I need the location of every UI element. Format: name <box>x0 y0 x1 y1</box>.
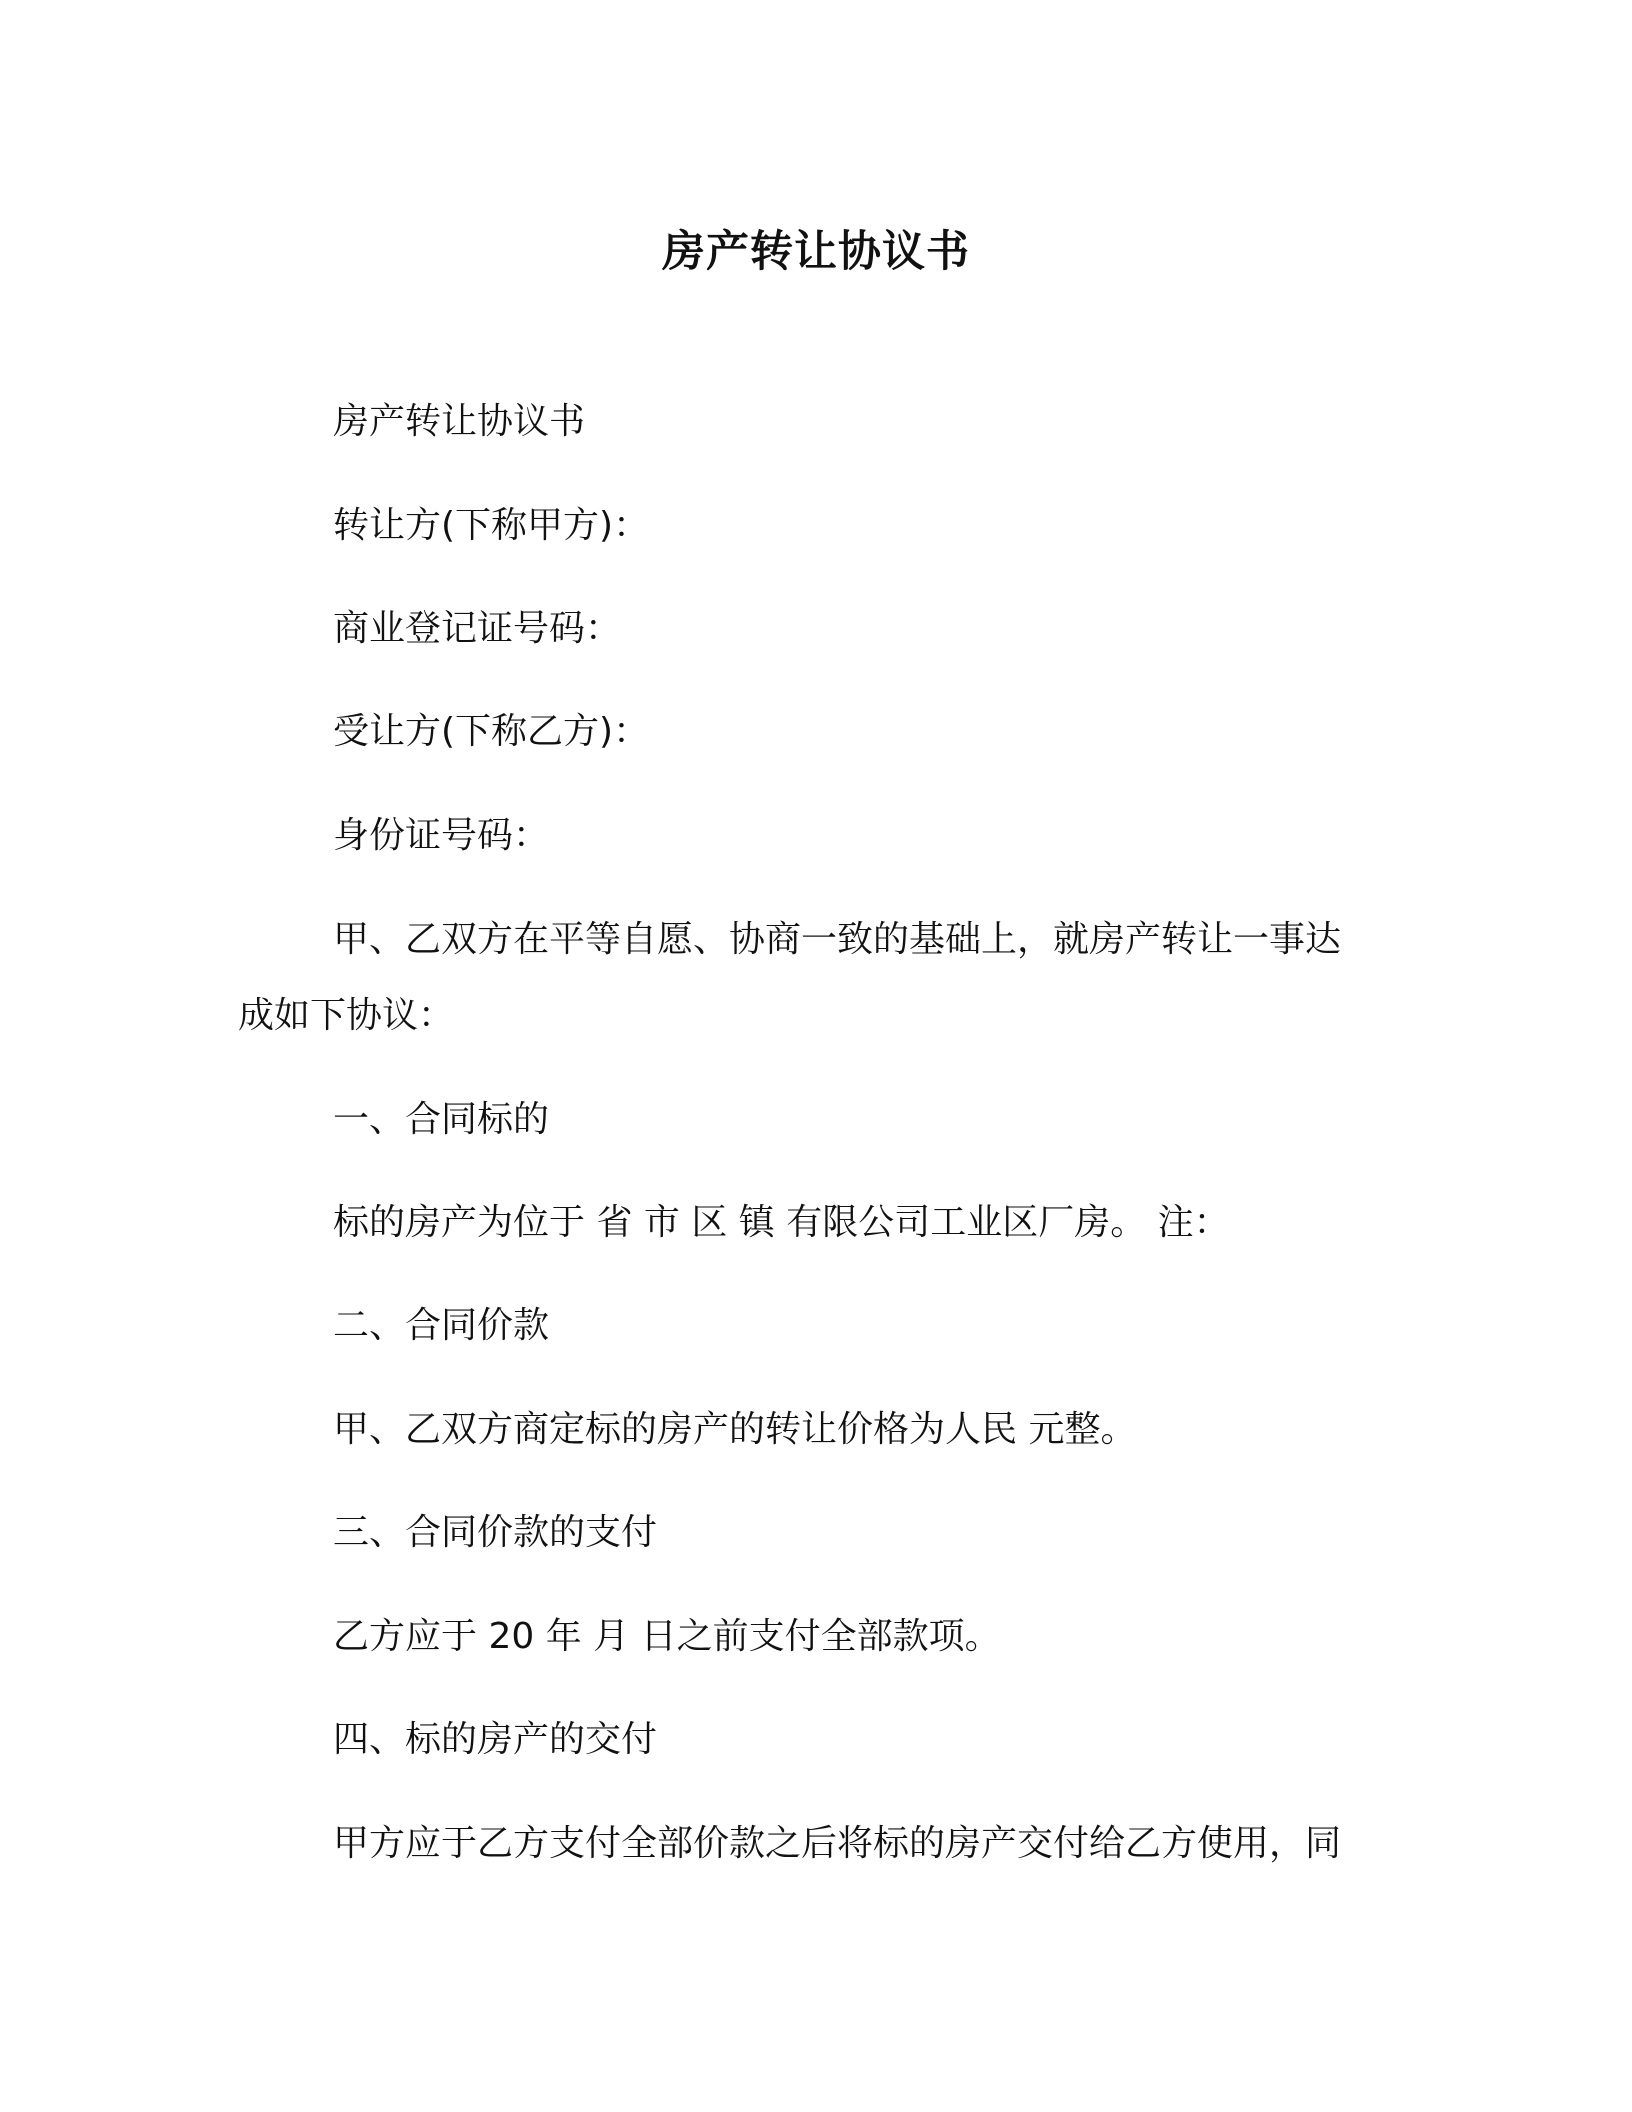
section-4-heading: 四、标的房产的交付 <box>333 1719 658 1760</box>
section-1-heading: 一、合同标的 <box>333 1099 550 1140</box>
section-4-body-line-1: 甲方应于乙方支付全部价款之后将标的房产交付给乙方使用，同 <box>333 1823 1342 1864</box>
document-title: 房产转让协议书 <box>662 227 970 277</box>
intro-paragraph-line-2: 成如下协议： <box>238 995 455 1036</box>
section-3-body: 乙方应于 20 年 月 日之前支付全部款项。 <box>333 1616 1001 1657</box>
transferor-field: 转让方(下称甲方)： <box>333 505 650 546</box>
heading-repeat: 房产转让协议书 <box>333 401 586 442</box>
section-2-heading: 二、合同价款 <box>333 1305 550 1346</box>
id-number-field: 身份证号码： <box>333 815 550 856</box>
section-3-heading: 三、合同价款的支付 <box>333 1512 658 1553</box>
section-1-body: 标的房产为位于 省 市 区 镇 有限公司工业区厂房。 注： <box>333 1202 1230 1243</box>
business-registration-field: 商业登记证号码： <box>333 608 622 649</box>
transferee-field: 受让方(下称乙方)： <box>333 711 650 752</box>
section-2-body: 甲、乙双方商定标的房产的转让价格为人民 元整。 <box>333 1409 1137 1450</box>
intro-paragraph-line-1: 甲、乙双方在平等自愿、协商一致的基础上，就房产转让一事达 <box>333 919 1342 960</box>
